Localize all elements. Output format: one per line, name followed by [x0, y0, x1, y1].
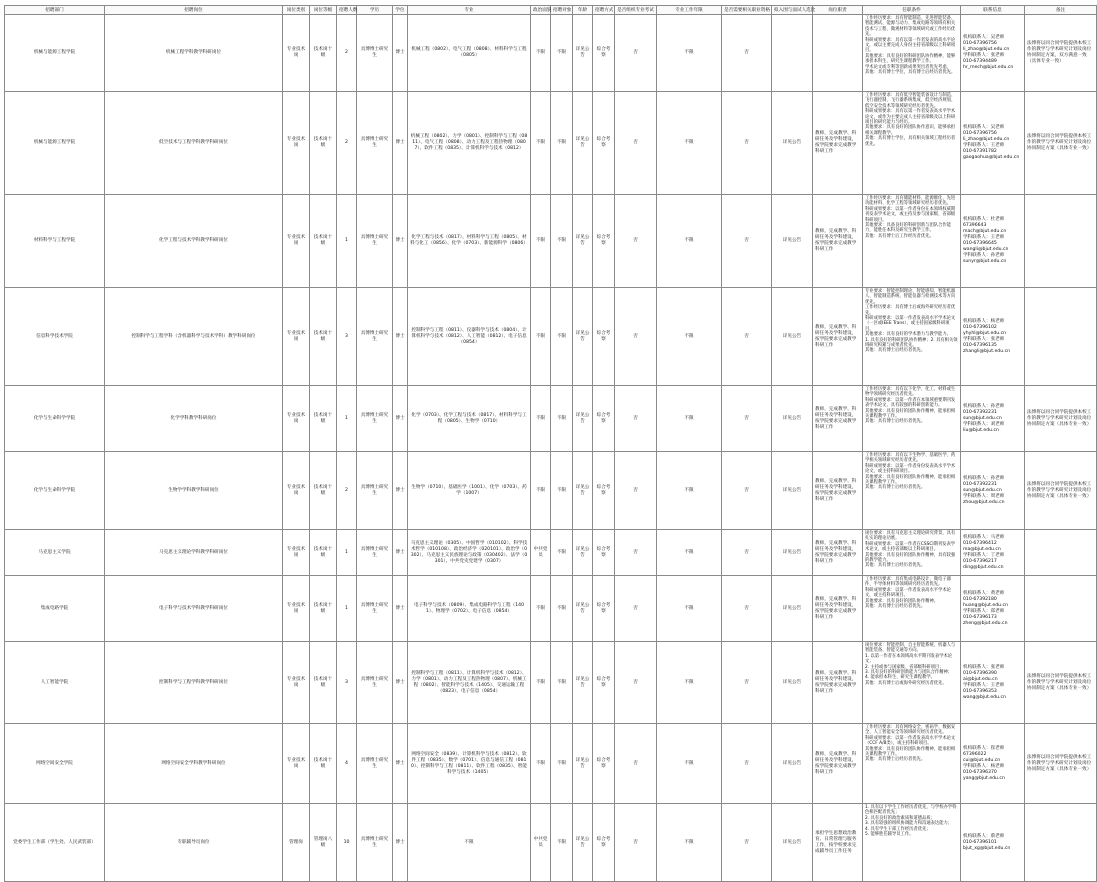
cert-cell: 否 — [722, 804, 772, 882]
method-cell: 综合考察 — [593, 15, 615, 92]
header-cell: 招聘对象 — [551, 6, 573, 15]
contact-cell: 机构联系人：崔老师 67396022 cui@bjut.edu.cn 学科联系人：杨老师 010-67396370 yang@bjut.edu.cn — [961, 724, 1025, 804]
years-cell: 不限 — [657, 195, 722, 288]
header-cell: 政治面貌 — [531, 6, 551, 15]
type-cell: 专业技术岗 — [283, 452, 310, 530]
type-cell: 专业技术岗 — [283, 15, 310, 92]
dept-cell: 人工智能学院 — [5, 642, 105, 724]
method-cell: 综合考察 — [593, 530, 615, 576]
header-cell: 备注 — [1025, 6, 1097, 15]
years-cell: 不限 — [657, 386, 722, 452]
years-cell: 不限 — [657, 92, 722, 195]
table-row — [5, 530, 1097, 576]
years-cell: 不限 — [657, 15, 722, 92]
education-cell: 具博博士研究生 — [357, 288, 393, 386]
age-cell: 详见公告 — [573, 195, 593, 288]
contact-cell: 机构联系人：吴老师 010-67396756 li_zhao@bjut.edu.cn 学科联系人：张老师 010-67394489 hr_mech@bjut.edu.cn — [961, 15, 1025, 92]
contact-cell: 机构联系人：杨老师 010-67396102 yhyhl@bjut.edu.cn 学科联系人：张老师 010-67396135 zhangli@bjut.edu.cn — [961, 288, 1025, 386]
level-cell: 技术岗十级 — [310, 642, 337, 724]
dept-cell: 集成电路学院 — [5, 576, 105, 642]
years-cell: 不限 — [657, 452, 722, 530]
exam-cell: 否 — [615, 530, 657, 576]
major-cell: 控制科学与工程（0811）、仪器科学与技术（0804）、计算机科学与技术（0812）、人工智能（0812）、电子信息（0854） — [408, 288, 531, 386]
exam-cell: 否 — [615, 642, 657, 724]
post-cell: 控制科学与工程学科（含机器科学与技术学科）教学科研岗位 — [105, 288, 283, 386]
degree-cell: 博士 — [393, 724, 408, 804]
type-cell: 专业技术岗 — [283, 92, 310, 195]
level-cell: 技术岗十级 — [310, 530, 337, 576]
requirements-cell: 工作经历要求：具有低空智能装备设计与制造、飞行器控制、飞行器系统集成、低空经济规划、低空安全技术等领域研究经历者优先。 科研成果要求：具有以第一作者发表高水平学术论文，或作为主要完成人主持省部级及以上科研项目的研究能力与经历。 其他要求：具有良好的团队协作意识，能够承担相关课程教学。 其他：具有博士学位，具有相关领域工程经历者优先。 — [863, 92, 961, 195]
exam-cell: 否 — [615, 452, 657, 530]
level-cell: 技术岗十级 — [310, 386, 337, 452]
duty-cell: 教师，完成教学、科研任务及学科建设，按学院要求完成教学科研工作 — [813, 452, 863, 530]
major-cell: 电子科学与技术（0809）、集成电路科学与工程（1401）、物理学（0702）、电子信息（0854） — [408, 576, 531, 642]
ratio-cell: 详见公告 — [772, 452, 813, 530]
count-cell: 3 — [337, 642, 357, 724]
degree-cell: 博士 — [393, 92, 408, 195]
exam-cell: 否 — [615, 195, 657, 288]
note-cell: 法博将以同合同学院提供本校工作的教学与学术研究计划及岗位协同制定方案（具体专业一致） — [1025, 724, 1097, 804]
years-cell: 不限 — [657, 724, 722, 804]
dept-cell: 马克思主义学院 — [5, 530, 105, 576]
method-cell: 综合考察 — [593, 92, 615, 195]
method-cell: 综合考察 — [593, 576, 615, 642]
table-row — [5, 452, 1097, 530]
ratio-cell: 详见公告 — [772, 576, 813, 642]
cert-cell: 否 — [722, 576, 772, 642]
post-cell: 电子科学与技术学科教学科研岗位 — [105, 576, 283, 642]
duty-cell: 教师，完成教学、科研任务及学科建设，按学院要求完成教学科研工作 — [813, 724, 863, 804]
note-cell — [1025, 288, 1097, 386]
header-cell: 是否组织专业考试 — [615, 6, 657, 15]
major-cell: 机械工程（0802）、电气工程（0808）、材料科学与工程（0805） — [408, 15, 531, 92]
politics-cell: 不限 — [531, 642, 551, 724]
requirements-cell: 岗位要求：智能控制、自主智能系统、机器人与智能装备、智能交通等方向。 1. 以第一作者在本领域高水平期刊发表学术论文； 2. 主持或参与国家级、省部级科研项目； 3. 具有良好的科研创新能力与团队合作精神； 4. 能承担本科生、研究生课程教学。 其他：具有博士后或海外研究经历者优先。 — [863, 642, 961, 724]
degree-cell: 博士 — [393, 452, 408, 530]
type-cell: 专业技术岗 — [283, 724, 310, 804]
target-cell: 不限 — [551, 452, 573, 530]
note-cell — [1025, 804, 1097, 882]
table-header-row — [5, 6, 1097, 15]
politics-cell: 不限 — [531, 386, 551, 452]
ratio-cell: 详见公告 — [772, 386, 813, 452]
cert-cell: 否 — [722, 530, 772, 576]
method-cell: 综合考察 — [593, 804, 615, 882]
education-cell: 具博博士研究生 — [357, 642, 393, 724]
cert-cell: 否 — [722, 386, 772, 452]
post-cell: 化学工程与技术学科教学科研岗位 — [105, 195, 283, 288]
level-cell: 技术岗十级 — [310, 576, 337, 642]
degree-cell: 博士 — [393, 804, 408, 882]
requirements-cell: 工作经历要求：具有智能制造、先进智能装备、智能测试、能源与动力、集成电路等领域有相关技术与工程、微观材料等领域研究或工作经历优先。 科研成果要求：具有以第一作者发表的高水平论文，或以主要完成人身份主持省部级以上科研项目。 其他要求：具有良好的科研团队协作精神，能够承担本科生、研究生课程教学工作。 学术论文或专利等创新成果突出者优先考虑。 其他：具有博士学位，具有博士后经历者优先。 — [863, 15, 961, 92]
table-row — [5, 576, 1097, 642]
contact-cell: 机构联系人：孙老师 010-67392231 sun@bjut.edu.cn 学科联系人：刘老师 liu@bjut.edu.cn — [961, 386, 1025, 452]
requirements-cell: 1. 具有以下学生工作经历者优先，与学校办学特色相匹配者优先； 2. 具有良好的政治素质和道德品质； 3. 具有较强的组织协调能力和沟通表达能力； 4. 具有学生干部工作经历者优先； 5. 能够胜任辅导员工作。 — [863, 804, 961, 882]
type-cell: 专业技术岗 — [283, 576, 310, 642]
post-cell: 马克思主义理论学科教学科研岗位 — [105, 530, 283, 576]
method-cell: 综合考察 — [593, 386, 615, 452]
cert-cell: 否 — [722, 15, 772, 92]
duty-cell: 教师，完成教学、科研任务及学科建设，按学院要求完成教学科研工作 — [813, 642, 863, 724]
note-cell — [1025, 530, 1097, 576]
header-cell: 年龄 — [573, 6, 593, 15]
years-cell: 不限 — [657, 288, 722, 386]
education-cell: 具博博士研究生 — [357, 92, 393, 195]
politics-cell: 中共党员 — [531, 530, 551, 576]
education-cell: 具博博士研究生 — [357, 452, 393, 530]
count-cell: 4 — [337, 724, 357, 804]
dept-cell: 化学与生命科学学院 — [5, 386, 105, 452]
major-cell: 机械工程（0802）、力学（0801）、控制科学与工程（0811）、电气工程（0808）、动力工程及工程热物理（0807）、软件工程（0835）、计算机科学与技术（0812） — [408, 92, 531, 195]
contact-cell: 机构联系人：马老师 010-67396412 ma@bjut.edu.cn 学科联系人：丁老师 010-67396217 ding@bjut.edu.cn — [961, 530, 1025, 576]
header-cell: 拟入围与面试人选比 — [772, 6, 813, 15]
post-cell: 控制科学与工程学科教学科研岗位 — [105, 642, 283, 724]
header-cell: 招聘部门 — [5, 6, 105, 15]
count-cell: 1 — [337, 530, 357, 576]
ratio-cell: 详见公告 — [772, 804, 813, 882]
method-cell: 综合考察 — [593, 195, 615, 288]
table-row — [5, 386, 1097, 452]
dept-cell: 机械与能源工程学院 — [5, 92, 105, 195]
target-cell: 不限 — [551, 15, 573, 92]
header-cell: 是否需要相关职业资格 — [722, 6, 772, 15]
politics-cell: 中共党员 — [531, 804, 551, 882]
target-cell: 不限 — [551, 804, 573, 882]
method-cell: 综合考察 — [593, 642, 615, 724]
table-row — [5, 804, 1097, 882]
contact-cell: 机构联系人：蔡老师 010-67396101 bjut_xg@bjut.edu.cn — [961, 804, 1025, 882]
age-cell: 详见公告 — [573, 804, 593, 882]
level-cell: 技术岗十级 — [310, 92, 337, 195]
header-cell: 任职条件 — [863, 6, 961, 15]
major-cell: 不限 — [408, 804, 531, 882]
duty-cell: 教师，完成教学、科研任务及学科建设，按学院要求完成教学科研工作 — [813, 386, 863, 452]
note-cell — [1025, 195, 1097, 288]
cert-cell: 否 — [722, 452, 772, 530]
post-cell: 专职辅导员岗位 — [105, 804, 283, 882]
table-row — [5, 195, 1097, 288]
degree-cell: 博士 — [393, 576, 408, 642]
ratio-cell: 详见公告 — [772, 724, 813, 804]
type-cell: 专业技术岗 — [283, 288, 310, 386]
ratio-cell: 详见公告 — [772, 195, 813, 288]
education-cell: 具博博士研究生 — [357, 530, 393, 576]
note-cell: 法博将以同合同学院提供本校工作的教学与学术研究计划及岗位协同制定方案（具体专业一致） — [1025, 642, 1097, 724]
table-row — [5, 15, 1097, 92]
contact-cell: 机构联系人：张老师 010-67396390 ai@bjut.edu.cn 学科联系人：王老师 010-67396353 wang@bjut.edu.cn — [961, 642, 1025, 724]
politics-cell: 不限 — [531, 92, 551, 195]
duty-cell: 教师，完成教学、科研任务及学科建设，按学院要求完成教学科研工作 — [813, 576, 863, 642]
dept-cell: 机械与能源工程学院 — [5, 15, 105, 92]
requirements-cell: 工作经历要求：具有储能材料、能源催化、先进功能材料、化学工程等领域研究经历者优先。 科研成果要求：以第一作者身份在本领域权威期刊发表学术论文，或主持及参与国家级、省部级科研项目。 其他要求：具备良好的科研创新与团队合作能力，能胜任本科及研究生教学工作。 其他：具有博士后工作经历者优先。 — [863, 195, 961, 288]
contact-cell: 机构联系人：杜老师 67396643 mach@bjut.edu.cn 学科联系人：王老师 010-67396645 wangli@bjut.edu.cn 学科联系人：孙老师 sunyr@bjut.edu.cn — [961, 195, 1025, 288]
header-cell: 学历 — [357, 6, 393, 15]
recruitment-table-container — [4, 5, 1092, 882]
years-cell: 不限 — [657, 576, 722, 642]
major-cell: 马克思主义理论（0305）、中国哲学（010102）、科学技术哲学（010108）、政治经济学（020101）、政治学（0302）、马克思主义民族理论与政策（030402）、法学（0301）、中共党史党建学（0307） — [408, 530, 531, 576]
header-cell: 联系信息 — [961, 6, 1025, 15]
post-cell: 化学学科教学科研岗位 — [105, 386, 283, 452]
ratio-cell: 详见公告 — [772, 530, 813, 576]
age-cell: 详见公告 — [573, 724, 593, 804]
cert-cell: 否 — [722, 288, 772, 386]
cert-cell: 否 — [722, 92, 772, 195]
duty-cell: 教师，完成教学、科研任务及学科建设，按学院要求完成教学科研工作 — [813, 92, 863, 195]
exam-cell: 否 — [615, 724, 657, 804]
post-cell: 生物学学科教学科研岗位 — [105, 452, 283, 530]
level-cell: 管理岗八级 — [310, 804, 337, 882]
age-cell: 详见公告 — [573, 386, 593, 452]
target-cell: 不限 — [551, 195, 573, 288]
count-cell: 1 — [337, 195, 357, 288]
header-cell: 岗位等级 — [310, 6, 337, 15]
years-cell: 不限 — [657, 804, 722, 882]
degree-cell: 博士 — [393, 288, 408, 386]
count-cell: 3 — [337, 288, 357, 386]
exam-cell: 否 — [615, 288, 657, 386]
type-cell: 管理岗 — [283, 804, 310, 882]
duty-cell — [813, 15, 863, 92]
education-cell: 具博博士研究生 — [357, 15, 393, 92]
method-cell: 综合考察 — [593, 724, 615, 804]
level-cell: 技术岗十级 — [310, 724, 337, 804]
level-cell: 技术岗十级 — [310, 452, 337, 530]
post-cell: 网络空间安全学科教学科研岗位 — [105, 724, 283, 804]
cert-cell: 否 — [722, 195, 772, 288]
dept-cell: 化学与生命科学学院 — [5, 452, 105, 530]
recruitment-table — [4, 5, 1097, 882]
header-cell: 招聘人数 — [337, 6, 357, 15]
header-cell: 专业工作年限 — [657, 6, 722, 15]
type-cell: 专业技术岗 — [283, 642, 310, 724]
major-cell: 化学（0703）、化学工程与技术（0817）、材料科学与工程（0805）、生物学（0710） — [408, 386, 531, 452]
header-cell: 招聘岗位 — [105, 6, 283, 15]
education-cell: 具博博士研究生 — [357, 386, 393, 452]
note-cell: 法博将以同合同学院提供本校工作的教学与学术研究计划及岗位协同制定方案（具体专业一致） — [1025, 92, 1097, 195]
ratio-cell: 详见公告 — [772, 288, 813, 386]
age-cell: 详见公告 — [573, 642, 593, 724]
politics-cell: 不限 — [531, 195, 551, 288]
duty-cell: 承担学生思想政治教育、日常管理与服务工作，按学校要求完成辅导员工作任务 — [813, 804, 863, 882]
level-cell: 技术岗十级 — [310, 195, 337, 288]
degree-cell: 博士 — [393, 642, 408, 724]
level-cell: 技术岗十级 — [310, 288, 337, 386]
header-cell: 岗位职责 — [813, 6, 863, 15]
target-cell: 不限 — [551, 642, 573, 724]
requirements-cell: 工作经历要求：具有集成电路设计、微电子器件、半导体材料等领域研究经历者优先。 科研成果要求：以第一作者发表高水平学术论文，或主持科研项目。 其他要求：具有良好的团队协作精神。 其他：具有博士后经历者优先。 — [863, 576, 961, 642]
degree-cell: 博士 — [393, 15, 408, 92]
education-cell: 具博博士研究生 — [357, 804, 393, 882]
table-row — [5, 92, 1097, 195]
table-body — [5, 15, 1097, 882]
target-cell: 不限 — [551, 530, 573, 576]
count-cell: 1 — [337, 386, 357, 452]
age-cell: 详见公告 — [573, 288, 593, 386]
dept-cell: 网络空间安全学院 — [5, 724, 105, 804]
requirements-cell: 岗位要求：具有马克思主义理论研究背景，具有扎实的理论功底。 科研成果要求：以第一作者在CSSCI期刊发表学术论文，或主持省部级以上科研项目。 其他要求：具有良好的团队协作精神，具有较强的教学能力。 其他：具有博士后经历者优先。 — [863, 530, 961, 576]
dept-cell: 党委学生工作部（学生处、人民武装部） — [5, 804, 105, 882]
exam-cell: 否 — [615, 92, 657, 195]
type-cell: 专业技术岗 — [283, 195, 310, 288]
age-cell: 详见公告 — [573, 576, 593, 642]
table-row — [5, 724, 1097, 804]
contact-cell: 机构联系人：孙老师 010-67392231 sun@bjut.edu.cn 学科联系人：周老师 zhou@bjut.edu.cn — [961, 452, 1025, 530]
major-cell: 生物学（0710）、基础医学（1001）、化学（0703）、药学（1007） — [408, 452, 531, 530]
header-cell: 岗位类别 — [283, 6, 310, 15]
post-cell: 机械工程学科教学科研岗位 — [105, 15, 283, 92]
duty-cell: 教师，完成教学、科研任务及学科建设，按学院要求完成教学科研工作 — [813, 288, 863, 386]
years-cell: 不限 — [657, 642, 722, 724]
ratio-cell: 详见公告 — [772, 92, 813, 195]
type-cell: 专业技术岗 — [283, 530, 310, 576]
note-cell — [1025, 576, 1097, 642]
major-cell: 网络空间安全（0839）、计算机科学与技术（0812）、软件工程（0835）、数学（0701）、信息与通信工程（0810）、控制科学与工程（0811）、软件工程（0835）、智能科学与技术（1405） — [408, 724, 531, 804]
count-cell: 2 — [337, 452, 357, 530]
politics-cell: 不限 — [531, 724, 551, 804]
method-cell: 综合考察 — [593, 288, 615, 386]
age-cell: 详见公告 — [573, 530, 593, 576]
cert-cell: 否 — [722, 724, 772, 804]
note-cell: 法博将以同合同学院提供本校工作的教学与学术研究计划及岗位协同制定方案，双方满意一致（具体专业一致） — [1025, 15, 1097, 92]
type-cell: 专业技术岗 — [283, 386, 310, 452]
education-cell: 具博博士研究生 — [357, 724, 393, 804]
years-cell: 不限 — [657, 530, 722, 576]
requirements-cell: 工作经历要求：具有网络安全、密码学、数据安全、人工智能安全等领域研究经历者优先。 科研成果要求：以第一作者发表高水平学术论文（CCF A/B类），或主持科研项目。 其他要求：具有良好的团队协作精神，能承担相关课程教学工作。 其他：具有博士后经历者优先。 — [863, 724, 961, 804]
ratio-cell — [772, 15, 813, 92]
duty-cell: 教师，完成教学、科研任务及学科建设，按学院要求完成教学科研工作 — [813, 195, 863, 288]
degree-cell: 博士 — [393, 386, 408, 452]
education-cell: 具博博士研究生 — [357, 195, 393, 288]
header-cell: 学位 — [393, 6, 408, 15]
age-cell: 详见公告 — [573, 92, 593, 195]
degree-cell: 博士 — [393, 530, 408, 576]
duty-cell: 教师，完成教学、科研任务及学科建设，按学院要求完成教学科研工作 — [813, 530, 863, 576]
target-cell: 不限 — [551, 386, 573, 452]
exam-cell: 否 — [615, 15, 657, 92]
count-cell: 2 — [337, 15, 357, 92]
contact-cell: 机构联系人：吴老师 010-67396756 li_zhao@bjut.edu.cn 学科联系人：王老师 010-67391782 gaogaohua@bjut.edu.cn — [961, 92, 1025, 195]
requirements-cell: 工作经历要求：具有以下生物学、基础医学、药学相关领域研究经历者优先。 科研成果要求：以第一作者身份发表高水平学术论文，或主持科研项目。 其他要求：具有良好的团队协作精神，能承担相关课程教学工作。 其他：具有博士后经历者优先。 — [863, 452, 961, 530]
note-cell: 法博将以同合同学院提供本校工作的教学与学术研究计划及岗位协同制定方案（具体专业一致） — [1025, 452, 1097, 530]
note-cell: 法博将以同合同学院提供本校工作的教学与学术研究计划及岗位协同制定方案（具体专业一致） — [1025, 386, 1097, 452]
major-cell: 控制科学与工程（0811）、计算机科学与技术（0812）、力学（0801）、动力工程及工程热物理（0807）、机械工程（0802）、智能科学与技术（1405）、交通运输工程（0823）、电子信息（0854） — [408, 642, 531, 724]
count-cell: 1 — [337, 576, 357, 642]
politics-cell: 不限 — [531, 288, 551, 386]
ratio-cell: 详见公告 — [772, 642, 813, 724]
count-cell: 2 — [337, 92, 357, 195]
header-cell: 招聘方式 — [593, 6, 615, 15]
requirements-cell: 专业要求：智能控制理论、智能感知、智能机器人、智能制造系统、智能仪器与检测技术等方向优先。 工作经历要求：具有博士后或海外研究经历者优先。 科研成果要求：以第一作者发表高水平学术论文（一区或IEEE Trans），或主持国家级科研项目。 其他要求：具有良好的学术潜力与教学能力。 1. 具有良好的科研团队协作精神；2. 具有相关领域研究积累与成果者优先。 其他：具有博士后经历者优先。 — [863, 288, 961, 386]
exam-cell: 否 — [615, 576, 657, 642]
post-cell: 低空技术与工程学科教学科研岗位 — [105, 92, 283, 195]
target-cell: 不限 — [551, 724, 573, 804]
politics-cell: 不限 — [531, 452, 551, 530]
contact-cell: 机构联系人：黄老师 010-67392180 huang@bjut.edu.cn 学科联系人：郑老师 010-67396173 zheng@bjut.edu.cn — [961, 576, 1025, 642]
exam-cell: 否 — [615, 386, 657, 452]
target-cell: 不限 — [551, 576, 573, 642]
dept-cell: 信息科学技术学院 — [5, 288, 105, 386]
major-cell: 化学工程与技术（0817）、材料科学与工程（0805）、材料与化工（0856）、化学（0703）、新能源科学（0806） — [408, 195, 531, 288]
education-cell: 具博博士研究生 — [357, 576, 393, 642]
cert-cell: 否 — [722, 642, 772, 724]
target-cell: 不限 — [551, 92, 573, 195]
politics-cell: 不限 — [531, 15, 551, 92]
method-cell: 综合考察 — [593, 452, 615, 530]
header-cell: 专业 — [408, 6, 531, 15]
count-cell: 10 — [337, 804, 357, 882]
degree-cell: 博士 — [393, 195, 408, 288]
age-cell: 详见公告 — [573, 452, 593, 530]
requirements-cell: 工作经历要求：具有以下化学、化工、材料或生物学领域研究经历者优先。 科研成果要求：以第一作者在本领域重要期刊发表学术论文，具有较强的科研创新能力。 其他要求：具有良好的团队协作精神，能承担相关课程教学工作。 其他：具有博士后经历者优先。 — [863, 386, 961, 452]
dept-cell: 材料科学与工程学院 — [5, 195, 105, 288]
target-cell: 不限 — [551, 288, 573, 386]
age-cell: 详见公告 — [573, 15, 593, 92]
exam-cell: 否 — [615, 804, 657, 882]
politics-cell: 不限 — [531, 576, 551, 642]
level-cell: 技术岗十级 — [310, 15, 337, 92]
table-row — [5, 288, 1097, 386]
table-row — [5, 642, 1097, 724]
